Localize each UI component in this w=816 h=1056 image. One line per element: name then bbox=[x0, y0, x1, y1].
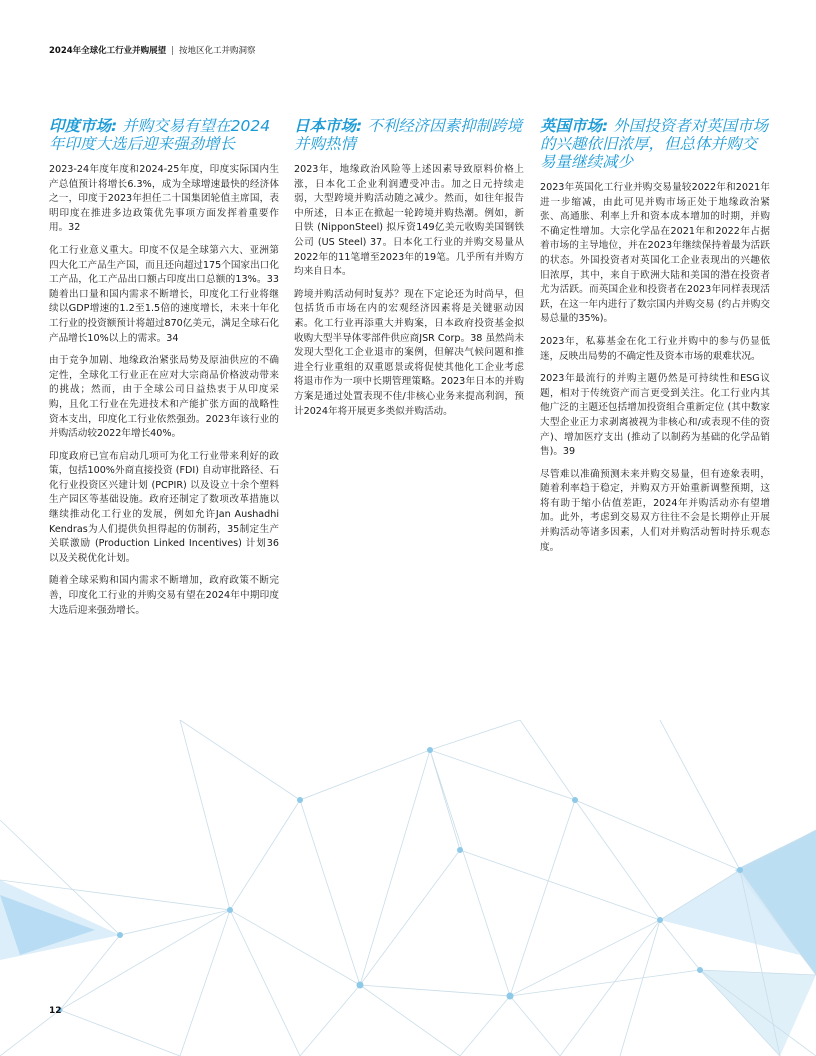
network-node bbox=[457, 847, 463, 853]
network-facets bbox=[0, 830, 816, 1056]
japan-heading-market: 日本市场: bbox=[294, 117, 363, 135]
japan-paragraph-1: 2023年，地缘政治风险等上述因素导致原料价格上涨，日本化工企业利润遭受冲击。加之日元持续走弱，大型跨境并购活动随之减少。然而，如往年报告中所述，日本正在掀起一轮跨境并购热潮。例如，新日铁 (NipponSteel) 拟斥资149亿美元收购美国钢铁公司 (US Steel) 37。日本化工行业的并购交易量从2022年的11笔增至2023年的19笔。几乎所有并购方均来自日本。 bbox=[294, 164, 524, 278]
uk-paragraph-4: 尽管难以准确预测未来并购交易量，但有迹象表明，随着利率趋于稳定，并购双方开始重新调整预期，这将有助于缩小估值差距，2024年并购活动亦有望增加。此外，考虑到交易双方往往不会是长期停止开展并购活动等诸多因素，人们对并购活动暂时持乐观态度。 bbox=[540, 468, 770, 553]
india-paragraph-4: 印度政府已宣布启动几项可为化工行业带来利好的政策，包括100%外商直接投资 (FDI) 自动审批路径、石化行业投资区兴建计划 (PCPIR) 以及设立十余个塑料生产园区等基础设施。政府还制定了数项改革措施以继续推动化工行业的发展，例如允许Jan Aushadhi Kendras为人们提供负担得起的仿制药，35制定生产关联激励 (Production Linked Incentives) 计划36 以及关税优化计划。 bbox=[49, 450, 279, 564]
running-header bbox=[49, 44, 256, 56]
uk-column bbox=[540, 117, 770, 563]
india-heading-market: 印度市场: bbox=[49, 117, 118, 135]
uk-heading bbox=[540, 117, 770, 171]
network-node bbox=[657, 917, 663, 923]
india-paragraph-5: 随着全球采购和国内需求不断增加，政府政策不断完善，印度化工行业的并购交易有望在2024年中期印度大选后迎来强劲增长。 bbox=[49, 575, 279, 616]
section-title: 按地区化工并购洞察 bbox=[179, 46, 256, 56]
publication-title: 2024年全球化工行业并购展望 bbox=[49, 46, 167, 56]
network-node bbox=[227, 907, 233, 913]
uk-paragraph-3: 2023年最流行的并购主题仍然是可持续性和ESG议题，相对于传统资产而言更受到关注。化工行业内其他广泛的主题还包括增加投资组合重新定位 (其中数家大型企业正力求剥离被视为非核心和/或表现不佳的资产)、增加医疗支出 (推动了以制药为基础的化学品销售)。39 bbox=[540, 373, 770, 458]
japan-heading-text: 不利经济因素抑制跨境并购热情 bbox=[294, 117, 523, 153]
network-node bbox=[357, 982, 364, 989]
india-heading-text: 并购交易有望在2024年印度大选后迎来强劲增长 bbox=[49, 117, 271, 153]
japan-column bbox=[294, 117, 524, 427]
network-node bbox=[117, 932, 123, 938]
network-node bbox=[697, 967, 703, 973]
uk-paragraph-2: 2023年，私募基金在化工行业并购中的参与仍显低迷，反映出局势的不确定性及资本市场的艰难状况。 bbox=[540, 335, 770, 362]
japan-paragraph-2: 跨境并购活动何时复苏？现在下定论还为时尚早，但包括货币市场在内的宏观经济因素将是关键驱动因素。化工行业再添重大并购案，日本政府投资基金拟收购大型半导体零部件供应商JSR Corp。38 虽然尚未发现大型化工企业退市的案例，但解决气候问题和推进全行业重组的双重愿景或将促使其他化工企业考虑将退市作为一项中长期管理策略。2023年日本的并购方案是通过处置表现不佳/非核心业务来提高利润，预计2024年将开展更多类似并购活动。 bbox=[294, 288, 524, 417]
network-node bbox=[427, 747, 433, 753]
india-paragraph-2: 化工行业意义重大。印度不仅是全球第六大、亚洲第四大化工产品生产国，而且还向超过175个国家出口化工产品，化工产品出口额占印度出口总额的13%。33 随着出口量和国内需求不断增长，印度化工行业将继续以GDP增速的1.2至1.5倍的速度增长，未来十年化工行业的投资额预计将超过870亿美元，满足全球石化产品增长10%以上的需求。34 bbox=[49, 244, 279, 344]
network-node bbox=[297, 797, 303, 803]
india-paragraph-3: 由于竞争加剧、地缘政治紧张局势及原油供应的不确定性，全球化工行业正在应对大宗商品价格波动带来的挑战；然而，由于全球公司日益热衷于从印度采购，且化工行业在先进技术和产能扩张方面的战略性资本支出，印度化工行业依然强劲。2023年该行业的并购活动较2022年增长40%。 bbox=[49, 355, 279, 440]
uk-paragraph-1: 2023年英国化工行业并购交易量较2022年和2021年进一步缩减，由此可见并购市场正处于地缘政治紧张、高通胀、利率上升和资本成本增加的时期，并购不确定性增加。大宗化学品在2021年和2022年占据着市场的主导地位，并在2023年继续保持着最为活跃的状态。外国投资者对英国化工企业表现出的兴趣依旧浓厚，其中，来自于欧洲大陆和美国的潜在投资者尤为活跃。而英国企业和投资者在2023年同样表现活跃，在这一年内进行了数宗国内并购交易 (约占并购交易总量的35%)。 bbox=[540, 182, 770, 325]
india-paragraph-1: 2023-24年度年度和2024-25年度，印度实际国内生产总值预计将增长6.3%，成为全球增速最快的经济体之一，印度于2023年担任二十国集团轮值主席国，表明印度在推进多边政策优先事项方面发挥着重要作用。32 bbox=[49, 164, 279, 234]
india-heading bbox=[49, 117, 279, 153]
network-node bbox=[507, 993, 514, 1000]
japan-heading bbox=[294, 117, 524, 153]
network-lines bbox=[0, 720, 816, 1056]
header-separator: | bbox=[171, 46, 175, 56]
page-number: 12 bbox=[49, 1006, 62, 1016]
uk-heading-text: 外国投资者对英国市场的兴趣依旧浓厚，但总体并购交易量继续减少 bbox=[540, 117, 769, 171]
uk-heading-market: 英国市场: bbox=[540, 117, 609, 135]
network-nodes bbox=[58, 747, 744, 1013]
network-node bbox=[737, 867, 743, 873]
network-node bbox=[572, 797, 578, 803]
network-graphic bbox=[0, 720, 816, 1056]
india-column bbox=[49, 117, 279, 626]
